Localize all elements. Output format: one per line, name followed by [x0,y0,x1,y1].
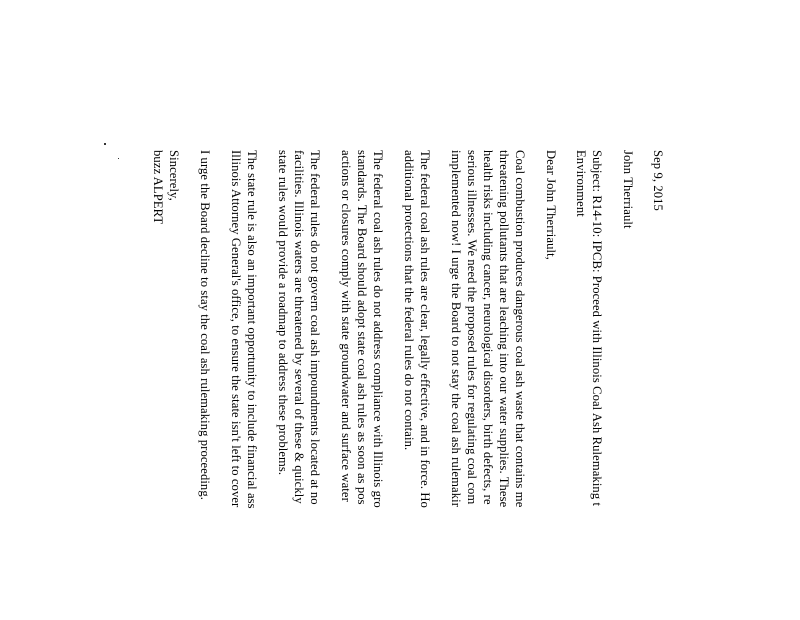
paragraph-1-line: health risks including cancer, neurological disorders, birth defects, re [481,150,495,505]
paragraph-2-line: additional protections that the federal rules do not contain. [402,150,416,451]
paragraph-4-line: The federal rules do not govern coal ash impoundments located at no [308,150,322,505]
subject-line-2: Environment [574,150,588,217]
rotated-letter [151,150,666,620]
scan-speck [118,158,119,159]
paragraph-4-line: facilities. Illinois waters are threatened by several of these & quickly [292,150,306,504]
paragraph-2-line: The federal coal ash rules are clear, legally effective, and in force. Ho [418,150,432,508]
letter-date: Sep 9, 2015 [651,150,665,211]
closing: Sincerely, [167,150,181,201]
paragraph-1-line: serious illnesses. We need the proposed rules for regulating coal com [465,150,479,505]
paragraph-5-line: The state rule is also an important opportunity to include financial ass [245,150,259,509]
signature: buzz ALPERT [151,150,165,225]
paragraph-6: I urge the Board decline to stay the coal ash rulemaking proceeding. [198,150,212,500]
paragraph-3-line: The federal coal ash rules do not address compliance with Illinois gro [371,150,385,508]
paragraph-1-line: implemented now! I urge the Board to not stay the coal ash rulemakir [449,150,463,507]
paragraph-4-line: state rules would provide a roadmap to address these problems. [276,150,290,476]
paragraph-1-line: Coal combustion produces dangerous coal ash waste that contains me [513,150,527,508]
salutation: Dear John Therriault, [544,150,558,260]
paragraph-1-line: threatening pollutants that are leaching into our water supplies. These [497,150,511,508]
letter-recipient: John Therriault [621,150,635,229]
subject-line-1: Subject: R14-10: IPCB: Proceed with Illinois Coal Ash Rulemaking t [590,150,604,507]
scan-speck [104,143,106,145]
paragraph-3-line: standards. The Board should adopt state coal ash rules as soon as pos [355,150,369,505]
paragraph-3-line: actions or closures comply with state groundwater and surface water [339,150,353,502]
paragraph-5-line: Illinois Attorney General's office, to ensure the state isn't left to cover [229,150,243,508]
